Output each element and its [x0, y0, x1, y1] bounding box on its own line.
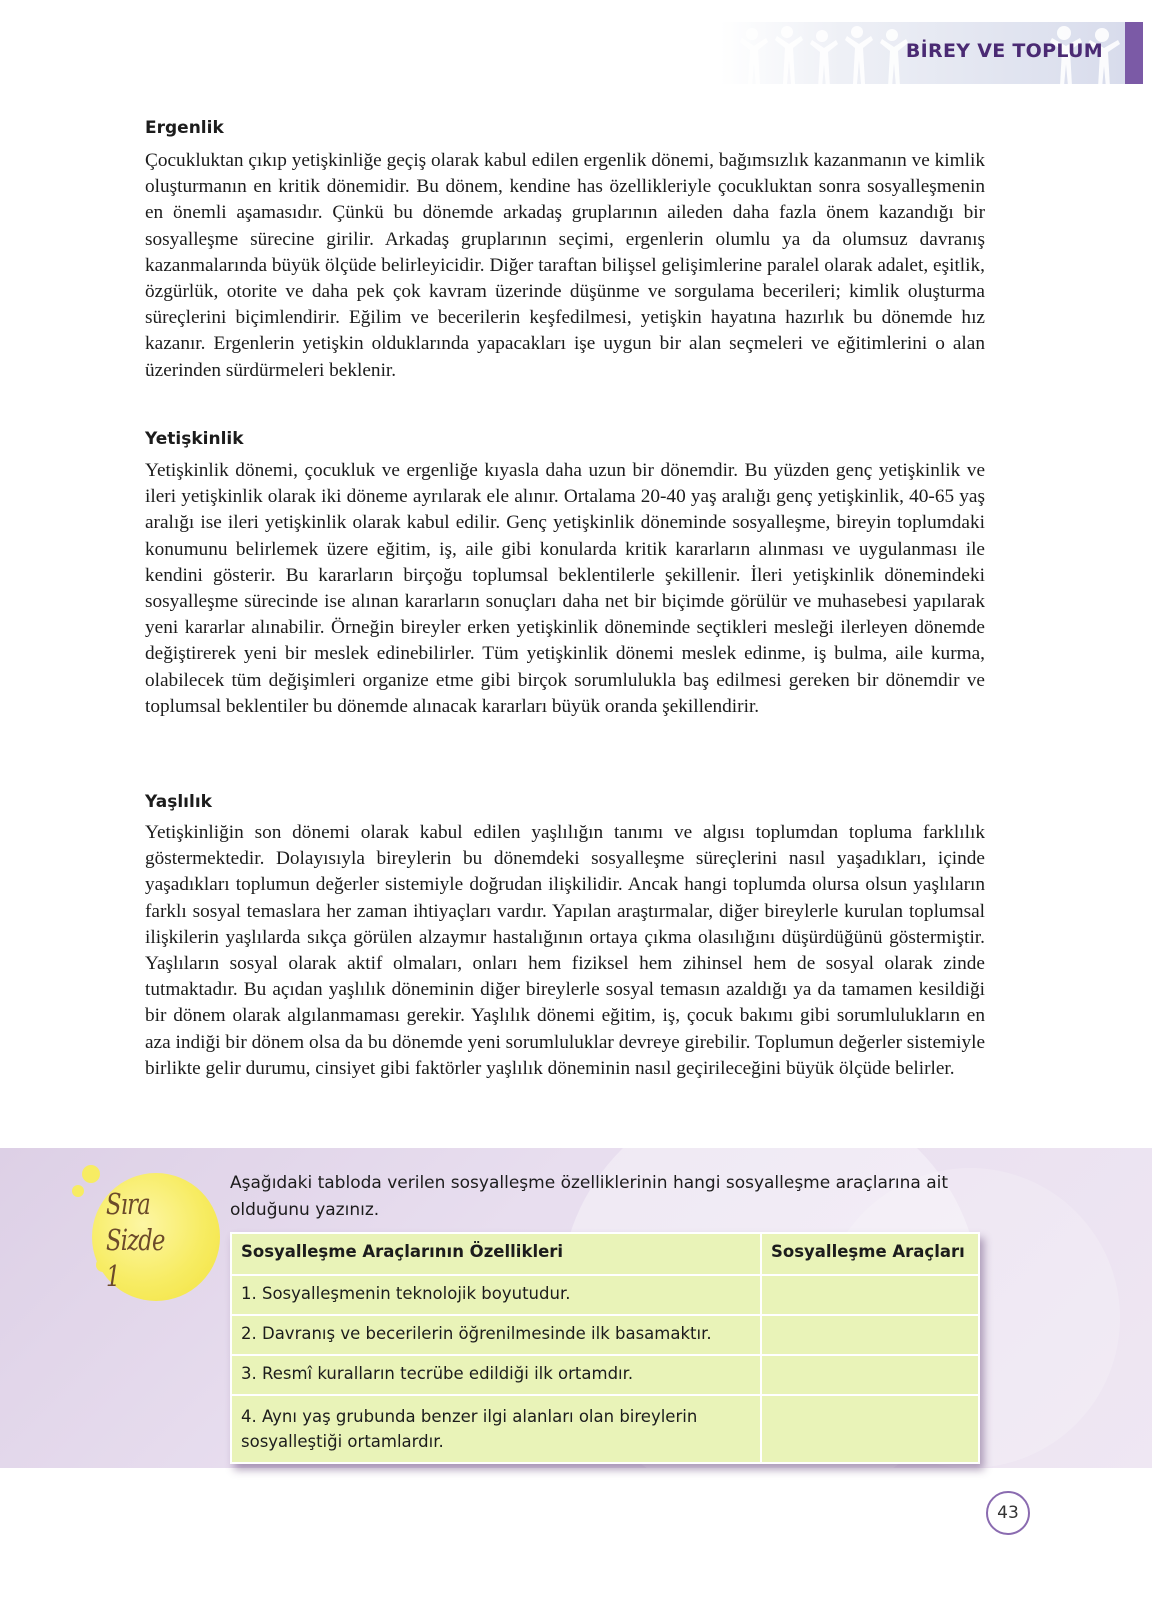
- page-number: 43: [986, 1491, 1030, 1535]
- answer-cell[interactable]: [761, 1275, 979, 1315]
- paragraph-yetiskinlik: Yetişkinlik dönemi, çocukluk ve ergenliğe kıyasla daha uzun bir dönemdir. Bu yüzden genç yetişkinlik ve ileri yetişkinlik olarak iki döneme ayrılarak ele alınır. Ortalama 20-40 yaş aralığı genç yetişkinlik, 40-65 yaş aralığı ise ileri yetişkinlik olarak kabul edilir. Genç yetişkinlik döneminde sosyalleşme, bireyin toplumdaki konumunu belirlemek üzere eğitim, iş, aile gibi konularda kritik kararların alınması ve uygulanması ile kendini gösterir. Bu kararların birçoğu toplumsal beklentilerle şekillenir. İleri yetişkinlik dönemindeki sosyalleşme sürecinde ise alınan kararların sonuçları daha net bir biçimde görülür ve muhasebesi yapılarak yeni kararlar alınabilir. Örneğin bireyler erken yetişkinlik döneminde seçtikleri mesleği ilerleyen dönemde değiştirerek yeni bir meslek edinebilirler. Tüm yetişkinlik dönemi meslek edinme, iş bulma, aile kurma, olabilecek tüm değişimleri organize etme gibi birçok sorumlulukla baş edilmesi gereken bir dönemdir ve toplumsal beklentiler bu dönemde alınacak kararları büyük oranda şekillendirir.: [145, 460, 985, 717]
- activity-instruction: Aşağıdaki tabloda verilen sosyalleşme özelliklerinin hangi sosyalleşme araçlarına ait olduğunu yazınız.: [230, 1173, 949, 1220]
- feature-cell: 2. Davranış ve becerilerin öğrenilmesinde ilk basamaktır.: [231, 1315, 761, 1355]
- badge-line-2: Sizde 1: [106, 1223, 165, 1293]
- feature-cell: 1. Sosyalleşmenin teknolojik boyutudur.: [231, 1275, 761, 1315]
- feature-cell: 4. Aynı yaş grubunda benzer ilgi alanları olan bireylerin sosyalleştiği ortamlardır.: [231, 1395, 761, 1463]
- header-accent-bar: [1125, 22, 1143, 84]
- table-row: [231, 1395, 979, 1463]
- section-title: BİREY VE TOPLUM: [905, 40, 1103, 62]
- badge-label: [106, 1186, 184, 1294]
- badge-line-1: Sıra: [106, 1187, 150, 1221]
- feature-cell: 3. Resmî kuralların tecrübe edildiği ilk ortamdır.: [231, 1355, 761, 1395]
- answer-cell[interactable]: [761, 1395, 979, 1463]
- paragraph-ergenlik: Çocukluktan çıkıp yetişkinliğe geçiş olarak kabul edilen ergenlik dönemi, bağımsızlık kazanmanın ve kimlik oluşturmanın en kritik dönemidir. Bu dönem, kendine has özellikleriyle çocukluktan sonra sosyalleşmenin en önemli aşamasıdır. Çünkü bu dönemde arkadaş gruplarının aileden daha fazla önem kazandığı bir sosyalleşme sürecine girilir. Arkadaş gruplarının seçimi, ergenlerin olumlu ya da olumsuz davranış kazanmalarında büyük ölçüde belirleyicidir. Diğer taraftan bilişsel gelişimlerine paralel olarak adalet, eşitlik, özgürlük, otorite ve daha pek çok kavram üzerinde düşünme ve sorgulama becerileri; kimlik oluşturma süreçlerini biçimlendirir. Eğilim ve becerilerin keşfedilmesi, yetişkin hayatına hazırlık bu dönemde hız kazanır. Ergenlerin yetişkin olduklarında yapacakları işe uygun bir alan seçmeleri ve eğitimlerini o alan üzerinden sürdürmeleri beklenir.: [145, 150, 985, 381]
- table-row: [231, 1315, 979, 1355]
- table-row: [231, 1275, 979, 1315]
- header-features: Sosyalleşme Araçlarının Özellikleri: [231, 1233, 761, 1275]
- paragraph-yaslilik: Yetişkinliğin son dönemi olarak kabul edilen yaşlılığın tanımı ve algısı toplumdan topluma farklılık göstermektedir. Dolayısıyla bireylerin bu dönemdeki sosyalleşme süreçlerini nasıl yaşadıkları, içinde yaşadıkları toplumun değerler sistemiyle doğrudan ilişkilidir. Ancak hangi toplumda olursa olsun yaşlıların farklı sosyal temaslara her zaman ihtiyaçları vardır. Yapılan araştırmalar, diğer bireylerle kurulan toplumsal ilişkilerin yaşlılarda sıkça görülen alzaymır hastalığının ortaya çıkma olasılığını düşürdüğünü göstermiştir. Yaşlıların sosyal olarak aktif olmaları, onları hem fiziksel hem zihinsel hem de sosyal olarak zinde tutmaktadır. Bu açıdan yaşlılık döneminin diğer bireylerle sosyal temasın azaldığı ya da tamamen kesildiği bir dönem olarak algılanmaması gerekir. Yaşlılık dönemi eğitim, iş, çocuk bakımı gibi sorumlulukların en aza indiği bir dönem olsa da bu dönemde yeni sorumluluklar devreye girebilir. Toplumun değerler sistemiyle birlikte gelir durumu, cinsiyet gibi faktörler yaşlılık döneminin nasıl geçirileceğini büyük ölçüde belirler.: [145, 822, 985, 1079]
- heading-yetiskinlik: Yetişkinlik: [145, 429, 244, 449]
- page-header-banner: [720, 22, 1125, 84]
- activity-table-container: [230, 1232, 980, 1464]
- answer-cell[interactable]: [761, 1355, 979, 1395]
- heading-ergenlik: Ergenlik: [145, 118, 224, 138]
- decorative-dot: [82, 1165, 100, 1183]
- activity-table: [230, 1232, 980, 1464]
- table-header-row: [231, 1233, 979, 1275]
- heading-yaslilik: Yaşlılık: [145, 792, 212, 812]
- decorative-dot: [72, 1185, 84, 1197]
- header-tools: Sosyalleşme Araçları: [761, 1233, 979, 1275]
- answer-cell[interactable]: [761, 1315, 979, 1355]
- table-row: [231, 1355, 979, 1395]
